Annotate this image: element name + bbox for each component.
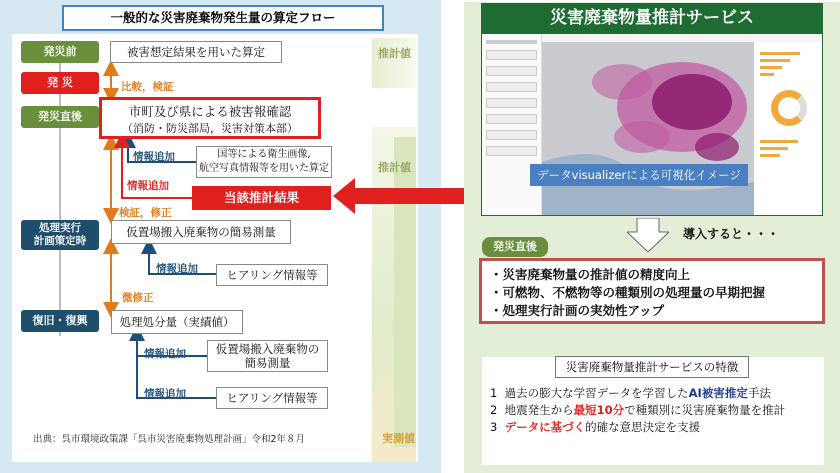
heat-map <box>542 42 754 216</box>
down-arrow <box>627 218 669 252</box>
feature-2: 2 地震発生から最短10分で種類別に災害廃棄物量を推計 <box>490 403 786 417</box>
label-verify: 検証，修正 <box>119 207 172 219</box>
box-simple-survey-2: 仮置場搬入廃棄物の 簡易測量 <box>207 340 328 372</box>
actual-label: 実測値 <box>382 432 415 445</box>
visualizer-screenshot <box>481 33 823 216</box>
just-after-badge: 発災直後 <box>482 237 548 257</box>
benefits-box <box>479 258 825 324</box>
mock-charts <box>754 42 823 216</box>
service-title: 災害廃棄物量推計サービス <box>550 8 754 28</box>
mock-sidebar <box>482 34 542 216</box>
box-disposal-actual: 処理処分量（実績値） <box>111 310 243 334</box>
intro-text: 導入すると・・・ <box>683 227 780 241</box>
box-hearing-1: ヒアリング情報等 <box>216 264 328 286</box>
stage-plan: 処理実行 計画策定時 <box>21 220 99 250</box>
box-satellite-estimate: 国等による衛生画像, 航空写真情報等を用いた算定 <box>196 146 332 178</box>
stage-just-after: 発災直後 <box>21 106 99 128</box>
features-title: 災害廃棄物量推計サービスの特徴 <box>555 356 749 378</box>
feature-1: 1 過去の膨大な学習データを学習したAI被害推定手法 <box>490 386 771 400</box>
label-info-add-3: 情報追加 <box>144 348 186 360</box>
box-simple-survey: 仮置場搬入廃棄物の簡易測量 <box>111 220 291 244</box>
label-info-add-4: 情報追加 <box>144 388 186 400</box>
visualizer-caption: データvisualizerによる可視化イメージ <box>530 164 748 186</box>
mock-map <box>542 42 754 216</box>
label-info-add-1: 情報追加 <box>133 151 175 163</box>
source-note: 出典：呉市環境政策課「呉市災害廃棄物処理計画」令和2年８月 <box>33 434 306 445</box>
box-hearing-2: ヒアリング情報等 <box>216 387 328 409</box>
estimate-label-2: 推計値 <box>378 161 411 174</box>
stage-recovery: 復旧・復興 <box>21 310 99 332</box>
label-info-add-red: 情報追加 <box>127 180 169 192</box>
box-damage-report: 市町及び県による被害報確認 （消防・防災部局，災害対策本部） <box>99 97 321 139</box>
box-estimate-result: 当該推計結果 <box>192 186 331 210</box>
stage-occur: 発 災 <box>21 72 99 94</box>
feature-3: 3 データに基づく的確な意思決定を支援 <box>490 420 701 434</box>
flow-title: 一般的な災害廃棄物発生量の算定フロー <box>62 5 384 31</box>
stage-pre: 発災前 <box>21 41 99 63</box>
box-damage-assumption: 被害想定結果を用いた算定 <box>110 41 282 63</box>
benefit-3: ・処理実行計画の実効性アップ <box>490 303 665 318</box>
label-minor-fix: 微修正 <box>122 292 154 304</box>
benefit-1: ・災害廃棄物量の推計値の精度向上 <box>490 267 691 282</box>
label-compare: 比較，検証 <box>121 81 174 93</box>
benefit-2: ・可燃物、不燃物等の種類別の処理量の早期把握 <box>490 285 766 300</box>
estimate-label-1: 推計値 <box>378 47 411 60</box>
features-list <box>490 385 824 436</box>
label-info-add-2: 情報追加 <box>156 263 198 275</box>
big-red-arrow <box>333 178 483 214</box>
